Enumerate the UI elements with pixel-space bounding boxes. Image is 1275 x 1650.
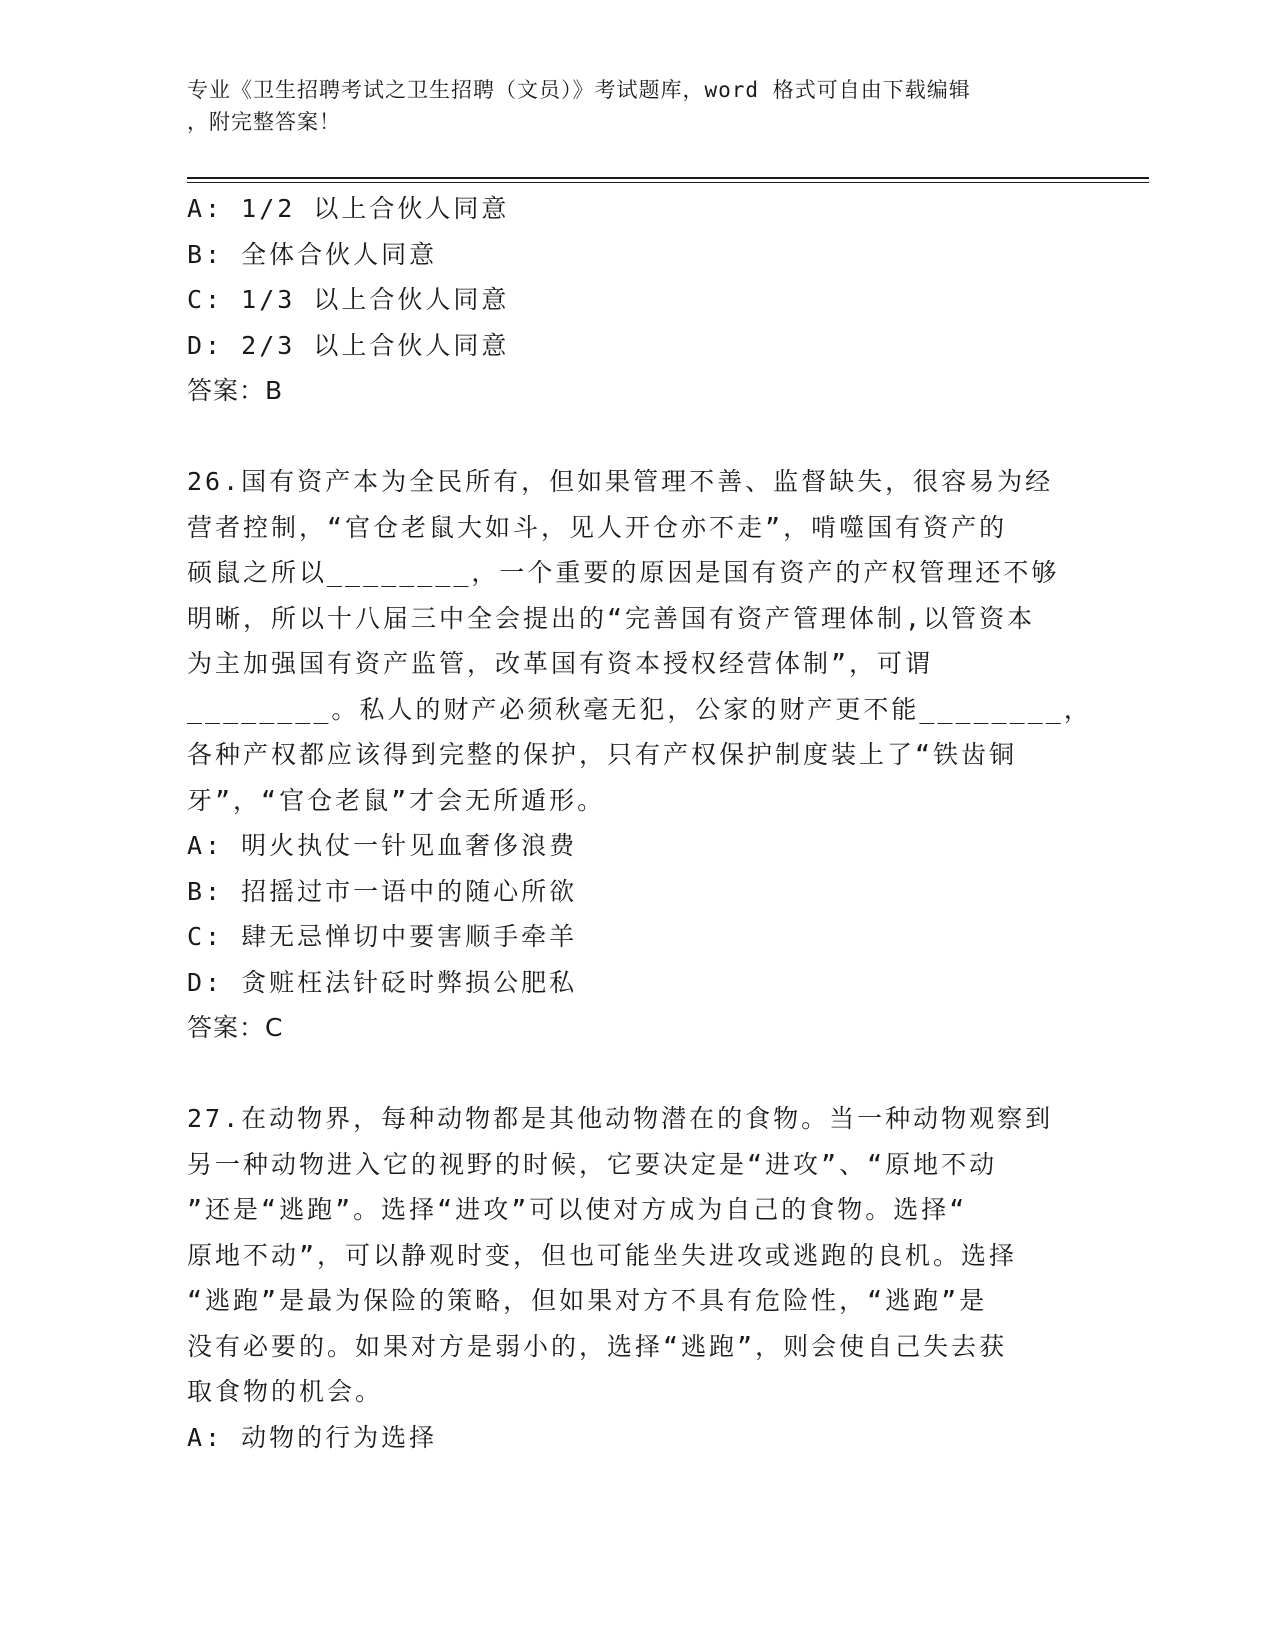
option-c: C: 1/3 以上合伙人同意 [187,285,510,314]
spacer [187,414,1087,460]
answer-line: 答案：B [187,376,284,405]
header-divider-thick [187,177,1149,179]
question-text-line: 牙”，“官仓老鼠”才会无所遁形。 [187,785,606,815]
page-header [187,74,1087,138]
question-text-line: 26.国有资产本为全民所有，但如果管理不善、监督缺失，很容易为经 [187,467,1054,496]
question-text-line: 营者控制，“官仓老鼠大如斗，见人开仓亦不走”，啃噬国有资产的 [187,512,1008,542]
option-a: A: 明火执仗一针见血奢侈浪费 [187,831,578,860]
question-text-line: 硕鼠之所以________，一个重要的原因是国有资产的产权管理还不够 [187,558,1060,587]
document-body [187,186,1092,1460]
question-text-line: 没有必要的。如果对方是弱小的，选择“逃跑”，则会使自己失去获 [187,1331,1008,1361]
header-line-2: ，附完整答案！ [187,110,341,134]
question-text-line: 另一种动物进入它的视野的时候，它要决定是“进攻”、“原地不动 [187,1149,998,1179]
question-text-line: ”还是“逃跑”。选择“进攻”可以使对方成为自己的食物。选择“ [187,1195,968,1224]
question-text-line: 为主加强国有资产监管，改革国有资本授权经营体制”，可谓 [187,649,934,678]
question-text-line: 原地不动”，可以静观时变，但也可能坐失进攻或逃跑的良机。选择 [187,1240,1018,1270]
option-a: A: 动物的行为选择 [187,1422,438,1452]
option-c: C: 肆无忌惮切中要害顺手牵羊 [187,922,578,951]
header-divider-thin [187,182,1149,183]
answer-line: 答案：C [187,1013,284,1042]
question-text-line: “逃跑”是最为保险的策略，但如果对方不具有危险性，“逃跑”是 [187,1286,988,1315]
question-text-line: 明晰，所以十八届三中全会提出的“完善国有资产管理体制,以管资本 [187,603,1036,633]
question-text-line: 各种产权都应该得到完整的保护，只有产权保护制度装上了“铁齿铜 [187,740,1018,769]
option-d: D: 贪赃枉法针砭时弊损公肥私 [187,967,578,997]
question-27 [187,1096,1087,1460]
option-d: D: 2/3 以上合伙人同意 [187,330,510,360]
question-26 [187,459,1092,1051]
header-line-1: 专业《卫生招聘考试之卫生招聘（文员）》考试题库，word 格式可自由下载编辑 [187,78,971,102]
question-text-line: 取食物的机会。 [187,1377,384,1406]
question-text-line: ________。私人的财产必须秋毫无犯，公家的财产更不能________， [187,694,1092,724]
spacer [187,1051,1087,1097]
option-b: B: 招摇过市一语中的随心所欲 [187,876,578,906]
question-text-line: 27.在动物界，每种动物都是其他动物潜在的食物。当一种动物观察到 [187,1104,1054,1133]
option-a: A: 1/2 以上合伙人同意 [187,194,510,223]
option-b: B: 全体合伙人同意 [187,239,438,269]
question-25 [187,186,1087,414]
